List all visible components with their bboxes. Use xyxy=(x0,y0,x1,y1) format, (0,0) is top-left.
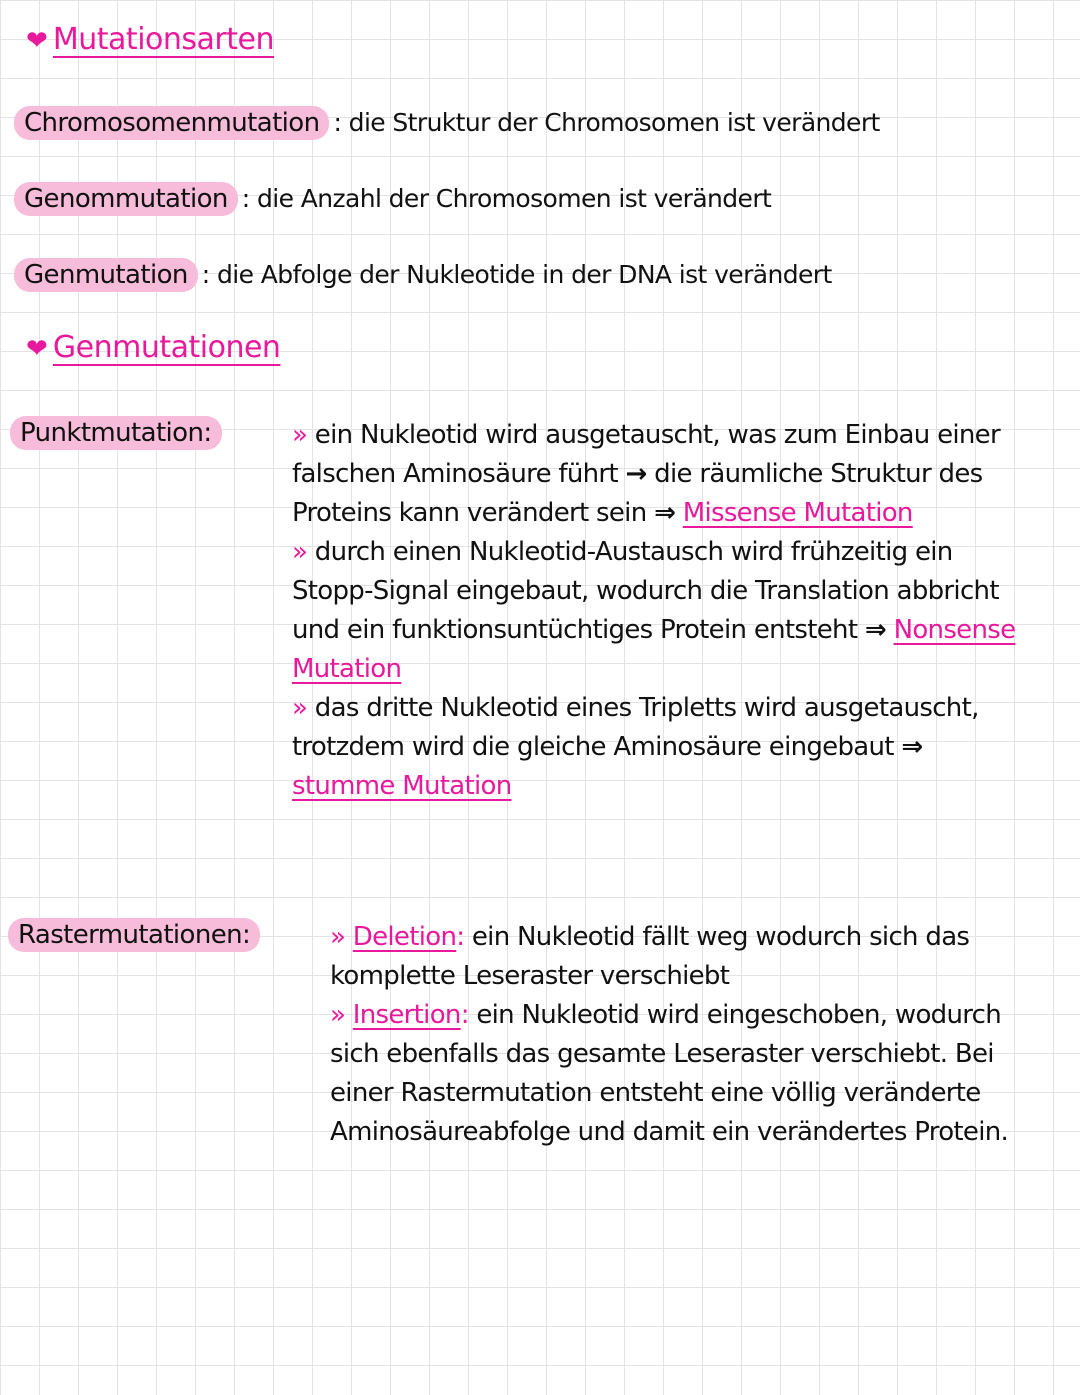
term-highlight: Genommutation xyxy=(14,182,238,216)
term-colon: : xyxy=(241,184,250,213)
mutation-label-missense: Missense Mutation xyxy=(682,498,913,528)
mutation-label-deletion: Deletion xyxy=(352,922,457,952)
item-text: ein Nukleotid wird ausgetauscht, was zum Einbau einer falschen Aminosäure führt xyxy=(292,420,1000,489)
arrow-icon: ⇒ xyxy=(654,498,676,528)
item-text-continued: die räumliche Struktur des Proteins kann verändert sein xyxy=(292,459,983,528)
list-item xyxy=(292,689,1032,806)
item-text: das dritte Nukleotid eines Tripletts wird ausgetauscht, trotzdem wird die gleiche Aminosäure eingebaut xyxy=(292,693,979,762)
mutation-label-insertion: Insertion xyxy=(352,1000,461,1030)
arrow-icon: ⇒ xyxy=(901,732,923,762)
section-title: Mutationsarten xyxy=(52,22,274,57)
rastermutation-list xyxy=(330,918,1045,1152)
mutation-label-silent: stumme Mutation xyxy=(292,771,512,801)
heart-bullet-icon: ❤ xyxy=(26,334,48,364)
item-text: durch einen Nukleotid-Austausch wird frühzeitig ein Stopp-Signal eingebaut, wodurch die Translation abbricht und ein funktionsuntüchtiges Protein entsteht xyxy=(292,537,999,645)
bullet-marker: » xyxy=(292,537,308,567)
arrow-icon: → xyxy=(625,459,647,489)
term-highlight: Genmutation xyxy=(14,258,198,292)
term-highlight: Chromosomenmutation xyxy=(14,106,329,140)
term-rastermutationen: Rastermutationen: xyxy=(8,918,264,952)
list-item xyxy=(292,416,1032,533)
definition-row-gene xyxy=(14,258,832,292)
list-item xyxy=(330,996,1045,1152)
mutation-label-nonsense: Nonsense Mutation xyxy=(292,615,1016,684)
section-title: Genmutationen xyxy=(52,330,281,365)
definition-row-chromosome xyxy=(14,106,880,140)
bullet-marker: » xyxy=(330,922,346,952)
bullet-marker: » xyxy=(330,1000,346,1030)
definition-text: die Abfolge der Nukleotide in der DNA ist verändert xyxy=(216,260,832,289)
bullet-marker: » xyxy=(292,420,308,450)
item-text: ein Nukleotid fällt weg wodurch sich das komplette Leseraster verschiebt xyxy=(330,922,970,991)
bullet-marker: » xyxy=(292,693,308,723)
list-item xyxy=(292,533,1032,689)
label-colon: : xyxy=(460,1000,469,1030)
list-item xyxy=(330,918,1045,996)
definition-row-genome xyxy=(14,182,771,216)
heading-mutationsarten xyxy=(26,22,274,57)
arrow-icon: ⇒ xyxy=(864,615,886,645)
term-colon: : xyxy=(201,260,210,289)
term-punktmutation: Punktmutation: xyxy=(10,416,226,450)
heading-genmutationen xyxy=(26,330,280,365)
punktmutation-list xyxy=(292,416,1032,806)
definition-text: die Anzahl der Chromosomen ist verändert xyxy=(256,184,772,213)
label-colon: : xyxy=(456,922,465,952)
definition-text: die Struktur der Chromosomen ist verändert xyxy=(348,108,880,137)
term-colon: : xyxy=(333,108,342,137)
heart-bullet-icon: ❤ xyxy=(26,26,48,56)
item-text: ein Nukleotid wird eingeschoben, wodurch sich ebenfalls das gesamte Leseraster verschiebt. Bei einer Rastermutation entsteht eine völlig veränderte Aminosäureabfolge und damit ein verändertes Protein. xyxy=(330,1000,1009,1147)
